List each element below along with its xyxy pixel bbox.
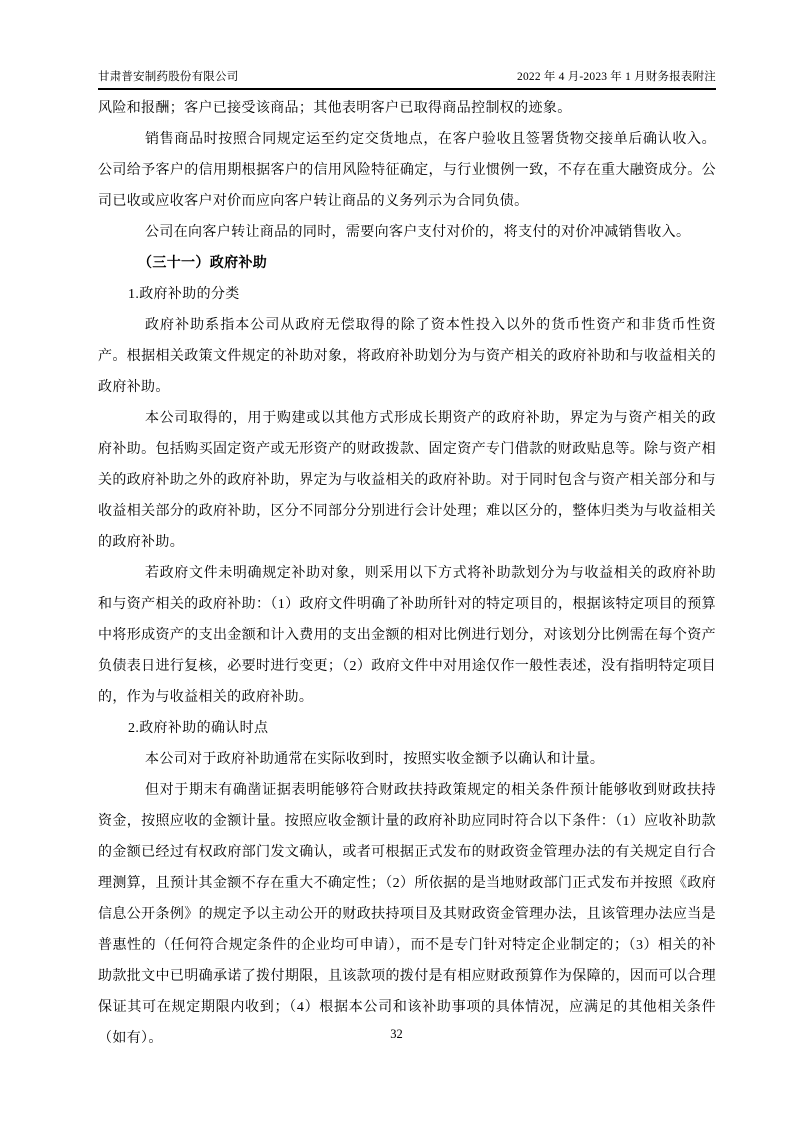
document-body — [98, 93, 716, 1054]
paragraph: 公司在向客户转让商品的同时，需要向客户支付对价的，将支付的对价冲减销售收入。 — [145, 225, 691, 240]
page-footer — [0, 1026, 793, 1042]
paragraph: 风险和报酬；客户已接受该商品；其他表明客户已取得商品控制权的迹象。 — [98, 101, 572, 116]
header-company-name: 甘肃普安制药股份有限公司 — [98, 71, 239, 83]
paragraph: 若政府文件未明确规定补助对象，则采用以下方式将补助款划分为与收益相关的政府补助和与资产相关的政府补助：（1）政府文件明确了补助所针对的特定项目的，根据该特定项目的预算中将形成资产的支出金额和计入费用的支出金额的相对比例进行划分，对该划分比例需在每个资产负债表日进行复核，必要时进行变更；（2）政府文件中对用途仅作一般性表述，没有指明特定项目的，作为与收益相关的政府补助。 — [98, 566, 716, 705]
paragraph: 但对于期末有确凿证据表明能够符合财政扶持政策规定的相关条件预计能够收到财政扶持资金，按照应收的金额计量。按照应收金额计量的政府补助应同时符合以下条件：（1）应收补助款的金额已经过有权政府部门发文确认，或者可根据正式发布的财政资金管理办法的有关规定自行合理测算，且预计其金额不存在重大不确定性；（2）所依据的是当地财政部门正式发布并按照《政府信息公开条例》的规定予以主动公开的财政扶持项目及其财政资金管理办法，且该管理办法应当是普惠性的（任何符合规定条件的企业均可申请），而不是专门针对特定企业制定的；（3）相关的补助款批文中已明确承诺了拨付期限，且该款项的拨付是有相应财政预算作为保障的，因而可以合理保证其可在规定期限内收到；（4）根据本公司和该补助事项的具体情况，应满足的其他相关条件（如有）。 — [98, 783, 716, 1046]
header-report-title: 2022 年 4 月-2023 年 1 月财务报表附注 — [517, 71, 716, 83]
page-content — [98, 0, 716, 1054]
sub-heading: 1.政府补助的分类 — [128, 287, 240, 302]
page-header — [98, 0, 716, 90]
page-number: 32 — [390, 1027, 403, 1041]
paragraph: 本公司对于政府补助通常在实际收到时，按照实收金额予以确认和计量。 — [145, 752, 605, 767]
sub-heading: 2.政府补助的确认时点 — [128, 721, 269, 736]
section-heading: （三十一）政府补助 — [138, 256, 268, 271]
paragraph: 政府补助系指本公司从政府无偿取得的除了资本性投入以外的货币性资产和非货币性资产。根据相关政策文件规定的补助对象，将政府补助划分为与资产相关的政府补助和与收益相关的政府补助。 — [98, 318, 716, 395]
paragraph: 销售商品时按照合同规定运至约定交货地点，在客户验收且签署货物交接单后确认收入。公司给予客户的信用期根据客户的信用风险特征确定，与行业惯例一致，不存在重大融资成分。公司已收或应收客户对价而应向客户转让商品的义务列示为合同负债。 — [98, 132, 716, 209]
paragraph: 本公司取得的，用于购建或以其他方式形成长期资产的政府补助，界定为与资产相关的政府补助。包括购买固定资产或无形资产的财政拨款、固定资产专门借款的财政贴息等。除与资产相关的政府补助之外的政府补助，界定为与收益相关的政府补助。对于同时包含与资产相关部分和与收益相关部分的政府补助，区分不同部分分别进行会计处理；难以区分的，整体归类为与收益相关的政府补助。 — [98, 411, 716, 550]
